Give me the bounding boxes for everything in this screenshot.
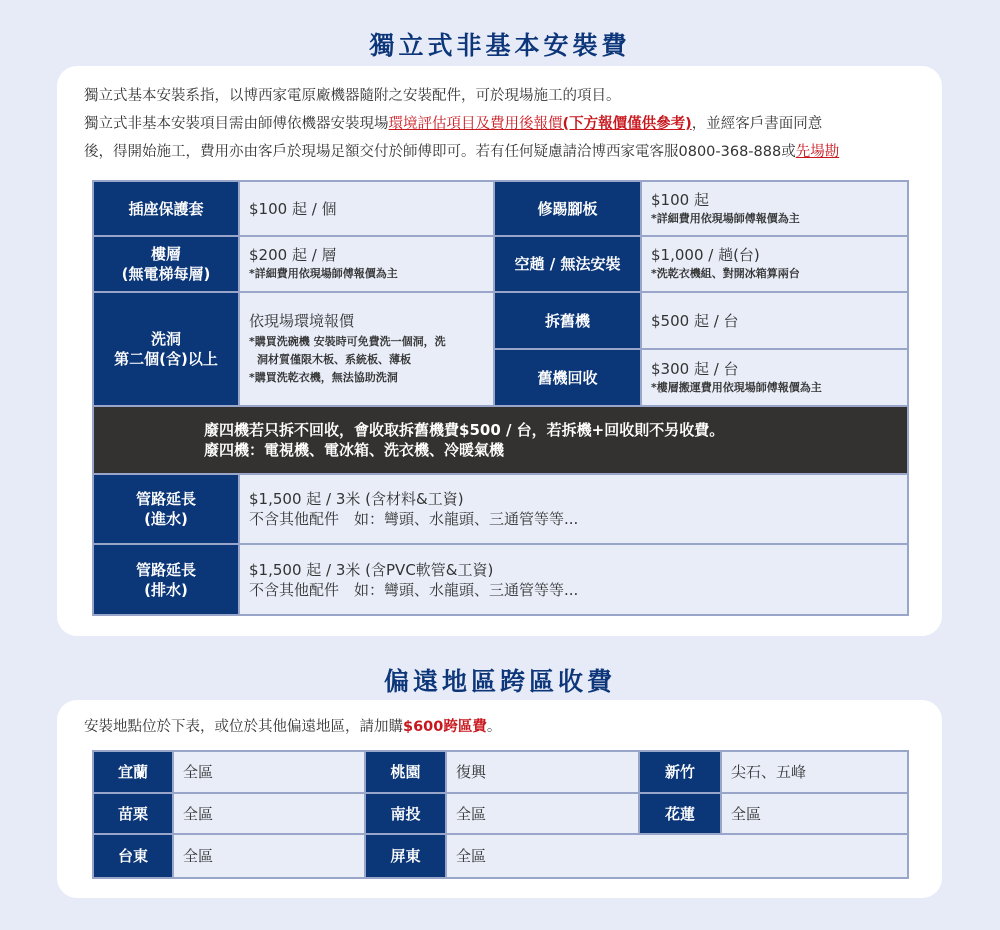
- hole-label-2: 第二個(含)以上: [114, 350, 218, 368]
- empty-trip-price: $1,000 / 趟(台): [651, 246, 760, 264]
- inlet-label-2: (進水): [144, 510, 188, 528]
- hole-label-1: 洗洞: [150, 330, 181, 348]
- reference-note: (下方報價僅供參考): [562, 116, 692, 132]
- area: 尖石、五峰: [721, 751, 908, 793]
- table-row: [93, 236, 908, 292]
- remove-label: 拆舊機: [494, 292, 641, 349]
- hole-note: *購買洗碗機 安裝時可免費洗一個洞，洗: [249, 335, 446, 348]
- table-row: [93, 793, 908, 834]
- intro-text: 後，得開始施工，費用亦由客戶於現場足額交付於師傅即可。若有任何疑慮請洽博西家電客服0800-368-888或: [84, 144, 796, 160]
- floor-label-1: 樓層: [150, 245, 181, 263]
- county: 花蓮: [639, 793, 721, 834]
- recycle-label: 舊機回收: [494, 349, 641, 406]
- cross-area-fee: $600跨區費: [403, 719, 487, 735]
- county: 新竹: [639, 751, 721, 793]
- area: 全區: [446, 834, 908, 878]
- evaluation-link[interactable]: 環境評估項目及費用後報價: [388, 116, 563, 132]
- remove-price: $500 起 / 台: [641, 292, 908, 349]
- socket-price: $100 起 / 個: [239, 181, 494, 236]
- county: 南投: [365, 793, 446, 834]
- hole-label: [93, 292, 239, 406]
- table-row: [93, 544, 908, 615]
- site-survey-link[interactable]: 先場勘: [795, 144, 840, 160]
- drain-note: 不含其他配件 如：彎頭、水龍頭、三通管等等...: [249, 580, 579, 599]
- table-row: [93, 292, 908, 349]
- intro-line-2: [84, 110, 822, 138]
- hole-note: 洞材質僅限木板、系統板、薄板: [257, 353, 411, 366]
- recycle-banner: [93, 406, 908, 474]
- area: 全區: [173, 751, 365, 793]
- intro-text: ，並經客戶書面同意: [691, 116, 823, 132]
- inlet-label: [93, 474, 239, 544]
- area: 全區: [173, 834, 365, 878]
- inlet-note: 不含其他配件 如：彎頭、水龍頭、三通管等等...: [249, 510, 579, 528]
- floor-cell: [239, 236, 494, 292]
- table-row: [93, 181, 908, 236]
- intro-text: 安裝地點位於下表，或位於其他偏遠地區，請加購: [84, 719, 403, 735]
- skirting-label: 修踢腳板: [494, 181, 641, 236]
- county: 台東: [93, 834, 173, 878]
- drain-price: $1,500 起 / 3米 (含PVC軟管&工資): [249, 560, 494, 579]
- county: 宜蘭: [93, 751, 173, 793]
- recycle-price: $300 起 / 台: [651, 359, 739, 378]
- county: 苗栗: [93, 793, 173, 834]
- intro-line-3: [84, 138, 839, 166]
- floor-label-2: (無電梯每層): [121, 265, 211, 283]
- inlet-price: $1,500 起 / 3米 (含材料&工資): [249, 490, 464, 508]
- remote-intro: [84, 713, 501, 741]
- section-title-remote-area: 偏遠地區跨區收費: [383, 667, 616, 696]
- socket-label: 插座保護套: [93, 181, 239, 236]
- skirting-price: $100 起: [651, 190, 709, 209]
- drain-label: [93, 544, 239, 615]
- banner-line-1: 廢四機若只拆不回收，會收取拆舊機費$500 / 台，若拆機+回收則不另收費。: [204, 421, 725, 439]
- hole-cell: [239, 292, 494, 406]
- floor-note: *詳細費用依現場師傅報價為主: [249, 267, 398, 280]
- area: 全區: [721, 793, 908, 834]
- banner-line-2: 廢四機：電視機、電冰箱、洗衣機、冷暖氣機: [204, 441, 505, 459]
- intro-line-1: 獨立式基本安裝系指，以博西家電原廠機器隨附之安裝配件，可於現場施工的項目。: [84, 88, 621, 104]
- intro-text: 。: [486, 719, 502, 735]
- drain-label-2: (排水): [144, 580, 188, 599]
- drain-cell: [239, 544, 908, 615]
- skirting-cell: [641, 181, 908, 236]
- install-fee-table: [92, 180, 909, 616]
- inlet-cell: [239, 474, 908, 544]
- empty-trip-note: *洗乾衣機組、對開冰箱算兩台: [651, 267, 800, 280]
- inlet-label-1: 管路延長: [135, 490, 196, 508]
- floor-price: $200 起 / 層: [249, 246, 337, 264]
- section-title-non-basic-install: 獨立式非基本安裝費: [369, 31, 631, 60]
- table-row: [93, 474, 908, 544]
- remote-area-table: [92, 750, 909, 879]
- recycle-cell: [641, 349, 908, 406]
- recycle-note: *樓層搬運費用依現場師傅報價為主: [651, 380, 822, 394]
- hole-note: *購買洗乾衣機，無法協助洗洞: [249, 371, 398, 384]
- area: 全區: [446, 793, 639, 834]
- table-row: [93, 834, 908, 878]
- intro-text: 獨立式非基本安裝項目需由師傅依機器安裝現場: [84, 116, 389, 132]
- empty-trip-cell: [641, 236, 908, 292]
- county: 桃園: [365, 751, 446, 793]
- hole-price: 依現場環境報價: [249, 312, 355, 330]
- area: 全區: [173, 793, 365, 834]
- floor-label: [93, 236, 239, 292]
- area: 復興: [446, 751, 639, 793]
- empty-trip-label: 空趟 / 無法安裝: [494, 236, 641, 292]
- skirting-note: *詳細費用依現場師傅報價為主: [651, 211, 800, 225]
- drain-label-1: 管路延長: [135, 560, 196, 579]
- county: 屏東: [365, 834, 446, 878]
- table-row: [93, 406, 908, 474]
- table-row: [93, 751, 908, 793]
